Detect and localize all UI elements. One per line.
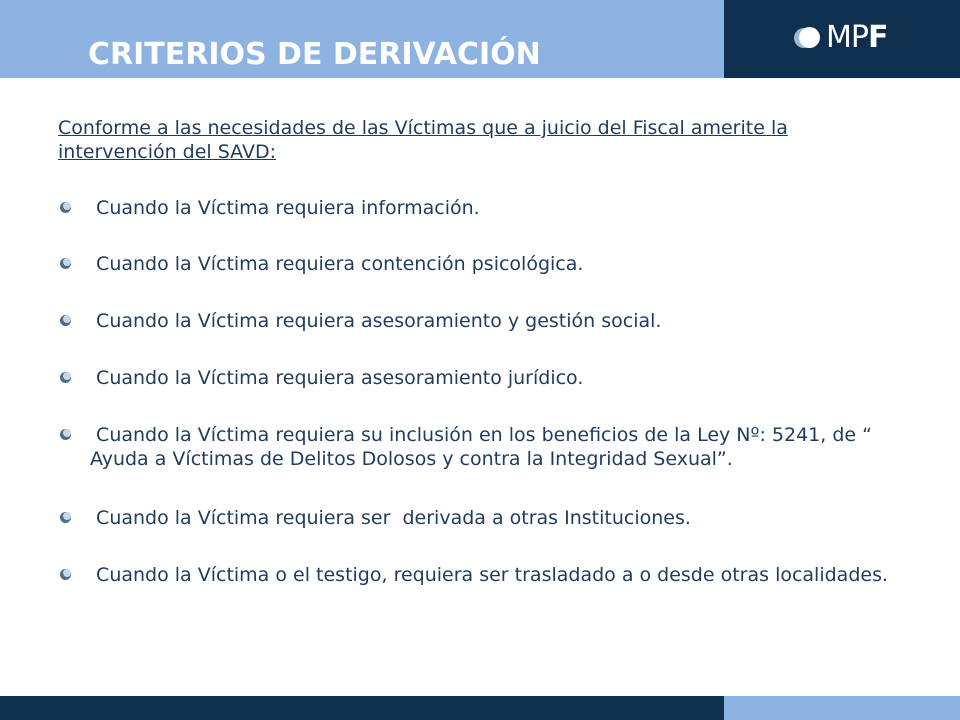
list-item <box>90 563 890 587</box>
intro-text: Conforme a las necesidades de las Víctimas que a juicio del Fiscal amerite la intervención del SAVD: <box>58 117 788 163</box>
list-item <box>90 252 890 276</box>
logo-text <box>826 20 887 56</box>
logo-mark-icon <box>794 22 822 54</box>
mpf-logo <box>794 20 887 56</box>
list-item <box>90 423 890 471</box>
logo-text-strong: F <box>867 20 888 55</box>
list-item-text: Cuando la Víctima requiera asesoramiento y gestión social. <box>90 310 662 332</box>
bullet-dot-icon <box>60 258 72 270</box>
list-item-text: Cuando la Víctima requiera contención psicológica. <box>90 253 584 275</box>
list-item <box>90 309 890 333</box>
list-item-text: Cuando la Víctima requiera su inclusión en los beneficios de la Ley Nº: 5241, de “ Ayuda a Víctimas de Delitos Dolosos y contra la Integridad Sexual”. <box>90 424 879 470</box>
bullet-dot-icon <box>60 569 72 581</box>
list-item-text: Cuando la Víctima o el testigo, requiera ser trasladado a o desde otras localidades. <box>90 564 889 586</box>
list-item-text: Cuando la Víctima requiera información. <box>90 197 480 219</box>
list-item <box>90 506 890 530</box>
list-item-text: Cuando la Víctima requiera asesoramiento jurídico. <box>90 367 584 389</box>
logo-text-light: MP <box>826 20 868 55</box>
slide-title: CRITERIOS DE DERIVACIÓN <box>88 37 541 72</box>
bullet-dot-icon <box>60 315 72 327</box>
footer-band-light <box>724 696 960 720</box>
list-item <box>90 196 890 220</box>
bullet-dot-icon <box>60 372 72 384</box>
bullet-dot-icon <box>60 429 72 441</box>
bullet-dot-icon <box>60 512 72 524</box>
bullet-dot-icon <box>60 202 72 214</box>
list-item <box>90 366 890 390</box>
footer-band-dark <box>0 696 724 720</box>
list-item-text: Cuando la Víctima requiera ser derivada a otras Instituciones. <box>90 507 691 529</box>
